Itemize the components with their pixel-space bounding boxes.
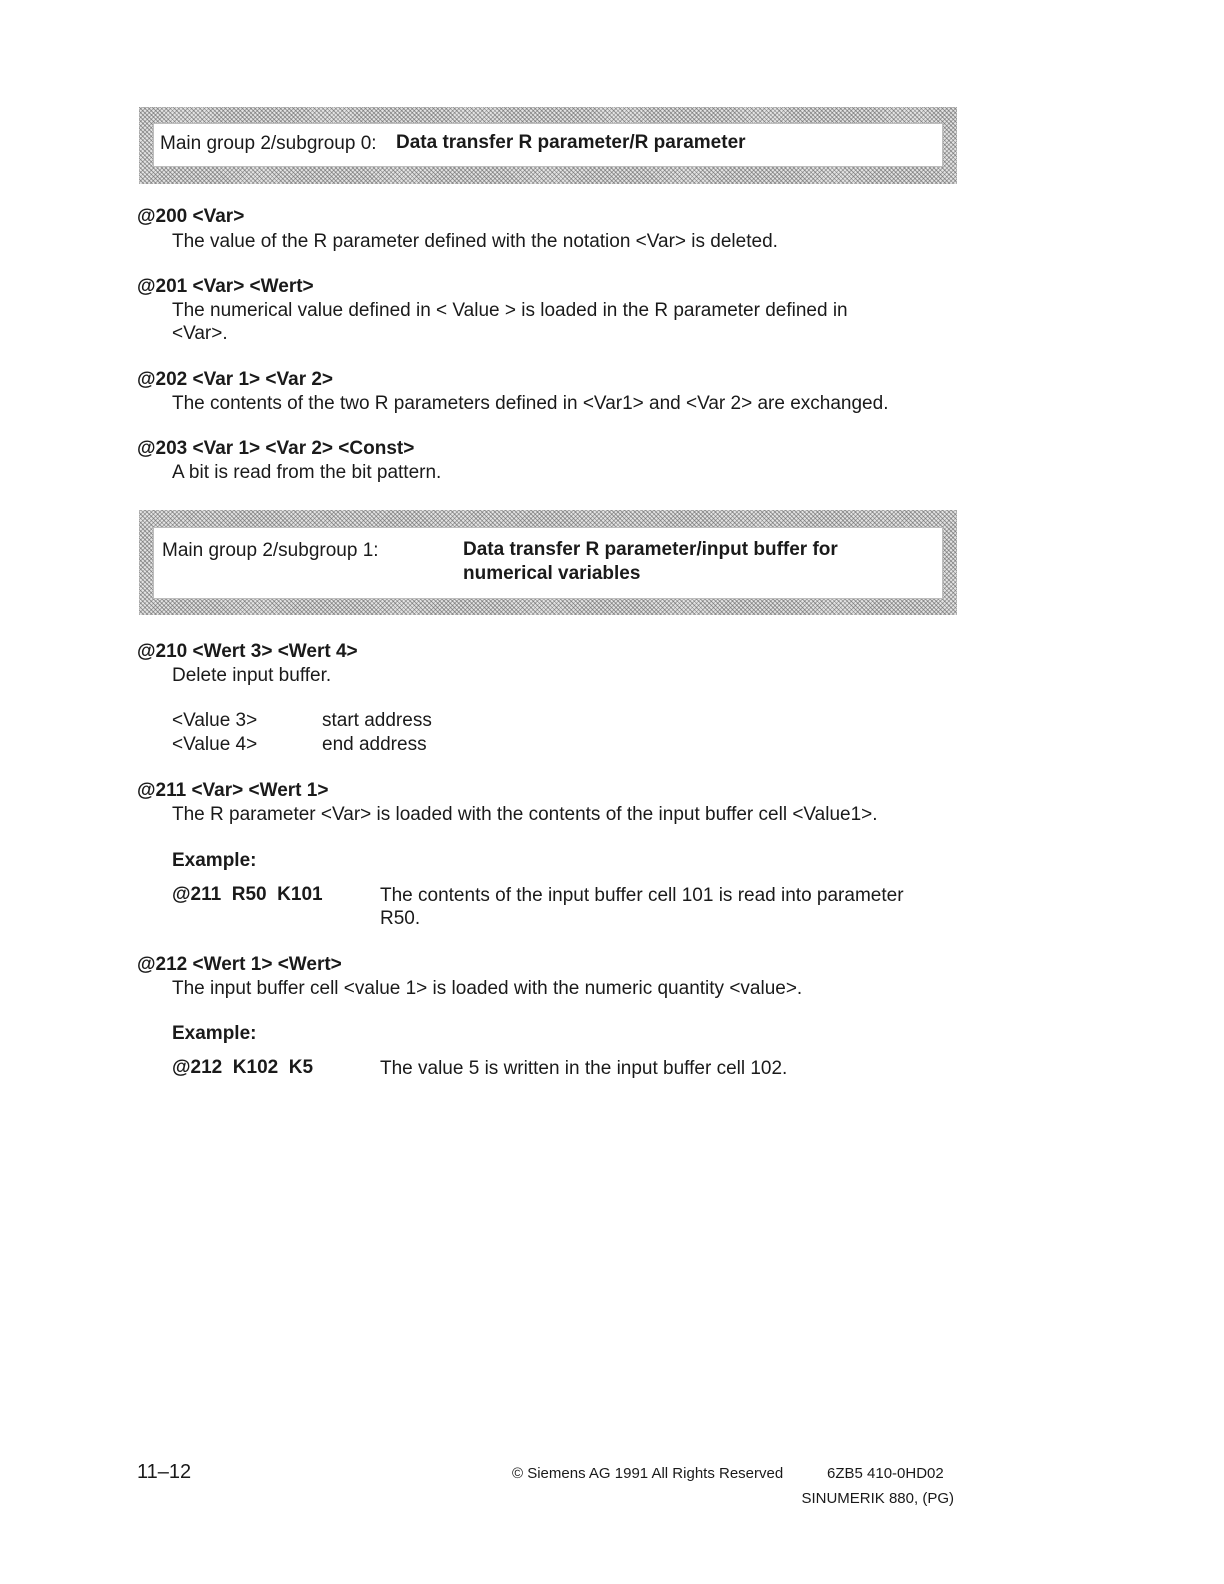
command-heading-211: @211 <Var> <Wert 1> [137, 780, 329, 801]
example-heading: Example: [172, 850, 257, 871]
order-number: 6ZB5 410-0HD02 [827, 1465, 944, 1482]
section-label: Main group 2/subgroup 0: [160, 133, 377, 154]
param-name: <Value 3> [172, 710, 258, 731]
command-heading-201: @201 <Var> <Wert> [137, 276, 314, 297]
command-heading-202: @202 <Var 1> <Var 2> [137, 369, 334, 390]
command-description-202: The contents of the two R parameters defined in <Var1> and <Var 2> are exchanged. [172, 393, 889, 414]
section-title-line2: numerical variables [463, 563, 641, 584]
section-header-panel [153, 527, 943, 599]
example-heading: Example: [172, 1023, 257, 1044]
example-text-211-line2: R50. [380, 908, 421, 929]
param-name: <Value 4> [172, 734, 258, 755]
command-description-201-line2: <Var>. [172, 323, 228, 344]
command-description-200: The value of the R parameter defined with the notation <Var> is deleted. [172, 231, 778, 252]
example-code-211: @211 R50 K101 [172, 884, 323, 905]
section-header-subgroup-1 [139, 510, 957, 615]
command-description-201-line1: The numerical value defined in < Value > is loaded in the R parameter defined in [172, 300, 848, 321]
param-meaning: end address [322, 734, 427, 755]
copyright-notice: © Siemens AG 1991 All Rights Reserved [512, 1465, 784, 1482]
command-description-211: The R parameter <Var> is loaded with the contents of the input buffer cell <Value1>. [172, 804, 878, 825]
section-label: Main group 2/subgroup 1: [162, 540, 379, 561]
command-description-212: The input buffer cell <value 1> is loaded with the numeric quantity <value>. [172, 978, 803, 999]
example-text-211-line1: The contents of the input buffer cell 101 is read into parameter [380, 885, 904, 906]
page-number: 11–12 [137, 1461, 192, 1483]
section-title-line1: Data transfer R parameter/input buffer for [463, 539, 838, 560]
command-description-203: A bit is read from the bit pattern. [172, 462, 442, 483]
product-name: SINUMERIK 880, (PG) [801, 1490, 954, 1507]
section-header-panel [153, 123, 943, 167]
command-heading-212: @212 <Wert 1> <Wert> [137, 954, 342, 975]
command-heading-203: @203 <Var 1> <Var 2> <Const> [137, 438, 415, 459]
section-title: Data transfer R parameter/R parameter [396, 132, 746, 153]
example-text-212: The value 5 is written in the input buffer cell 102. [380, 1058, 788, 1079]
section-header-subgroup-0 [139, 107, 957, 184]
command-description-210: Delete input buffer. [172, 665, 332, 686]
command-heading-210: @210 <Wert 3> <Wert 4> [137, 641, 358, 662]
command-heading-200: @200 <Var> [137, 206, 245, 227]
param-meaning: start address [322, 710, 432, 731]
example-code-212: @212 K102 K5 [172, 1057, 314, 1078]
